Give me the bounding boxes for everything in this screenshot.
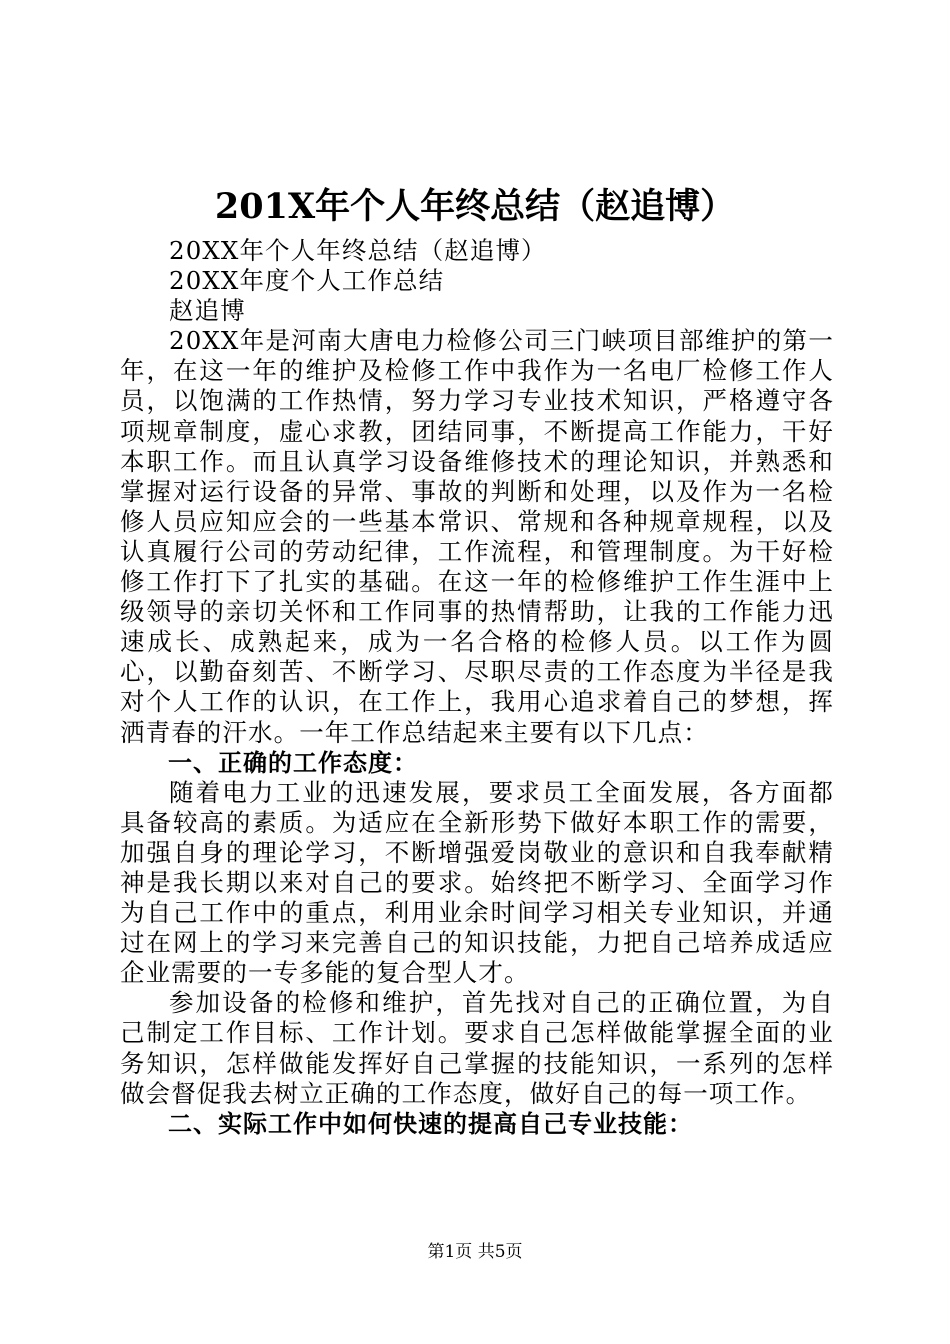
paragraph: 20XX年是河南大唐电力检修公司三门峡项目部维护的第一年，在这一年的维护及检修工作中我作为一名电厂检修工作人员，以饱满的工作热情，努力学习专业技术知识，严格遵守各项规章制度，虚心求教，团结同事，不断提高工作能力，干好本职工作。而且认真学习设备维修技术的理论知识，并熟悉和掌握对运行设备的异常、事故的判断和处理，以及作为一名检修人员应知应会的一些基本常识、常规和各种规章规程，以及认真履行公司的劳动纪律，工作流程，和管理制度。为干好检修工作打下了扎实的基础。在这一年的检修维护工作生涯中上级领导的亲切关怀和工作同事的热情帮助，让我的工作能力迅速成长、成熟起来，成为一名合格的检修人员。以工作为圆心，以勤奋刻苦、不断学习、尽职尽责的工作态度为半径是我对个人工作的认识，在工作上，我用心追求着自己的梦想，挥洒青春的汗水。一年工作总结起来主要有以下几点： <box>120 326 834 747</box>
document-title: 201X年个人年终总结（赵追博） <box>214 186 736 227</box>
paragraph: 参加设备的检修和维护，首先找对自己的正确位置，为自己制定工作目标、工作计划。要求自己怎样做能掌握全面的业务知识，怎样做能发挥好自己掌握的技能知识，一系列的怎样做会督促我去树立正确的工作态度，做好自己的每一项工作。 <box>120 988 834 1108</box>
section-heading: 二、实际工作中如何快速的提高自己专业技能： <box>168 1109 693 1138</box>
page-footer: 第1页 共5页 <box>427 1242 523 1262</box>
paragraph: 随着电力工业的迅速发展，要求员工全面发展，各方面都具备较高的素质。为适应在全新形势下做好本职工作的需要，加强自身的理论学习，不断增强爱岗敬业的意识和自我奉献精神是我长期以来对自己的要求。始终把不断学习、全面学习作为自己工作中的重点，利用业余时间学习相关专业知识，并通过在网上的学习来完善自己的知识技能，力把自己培养成适应企业需要的一专多能的复合型人才。 <box>120 777 834 988</box>
paragraph: 赵追博 <box>169 296 246 326</box>
paragraph: 20XX年度个人工作总结 <box>169 266 445 296</box>
paragraph: 20XX年个人年终总结（赵追博） <box>169 236 547 265</box>
document-body <box>120 236 834 1139</box>
section-heading: 一、正确的工作态度： <box>168 748 418 777</box>
